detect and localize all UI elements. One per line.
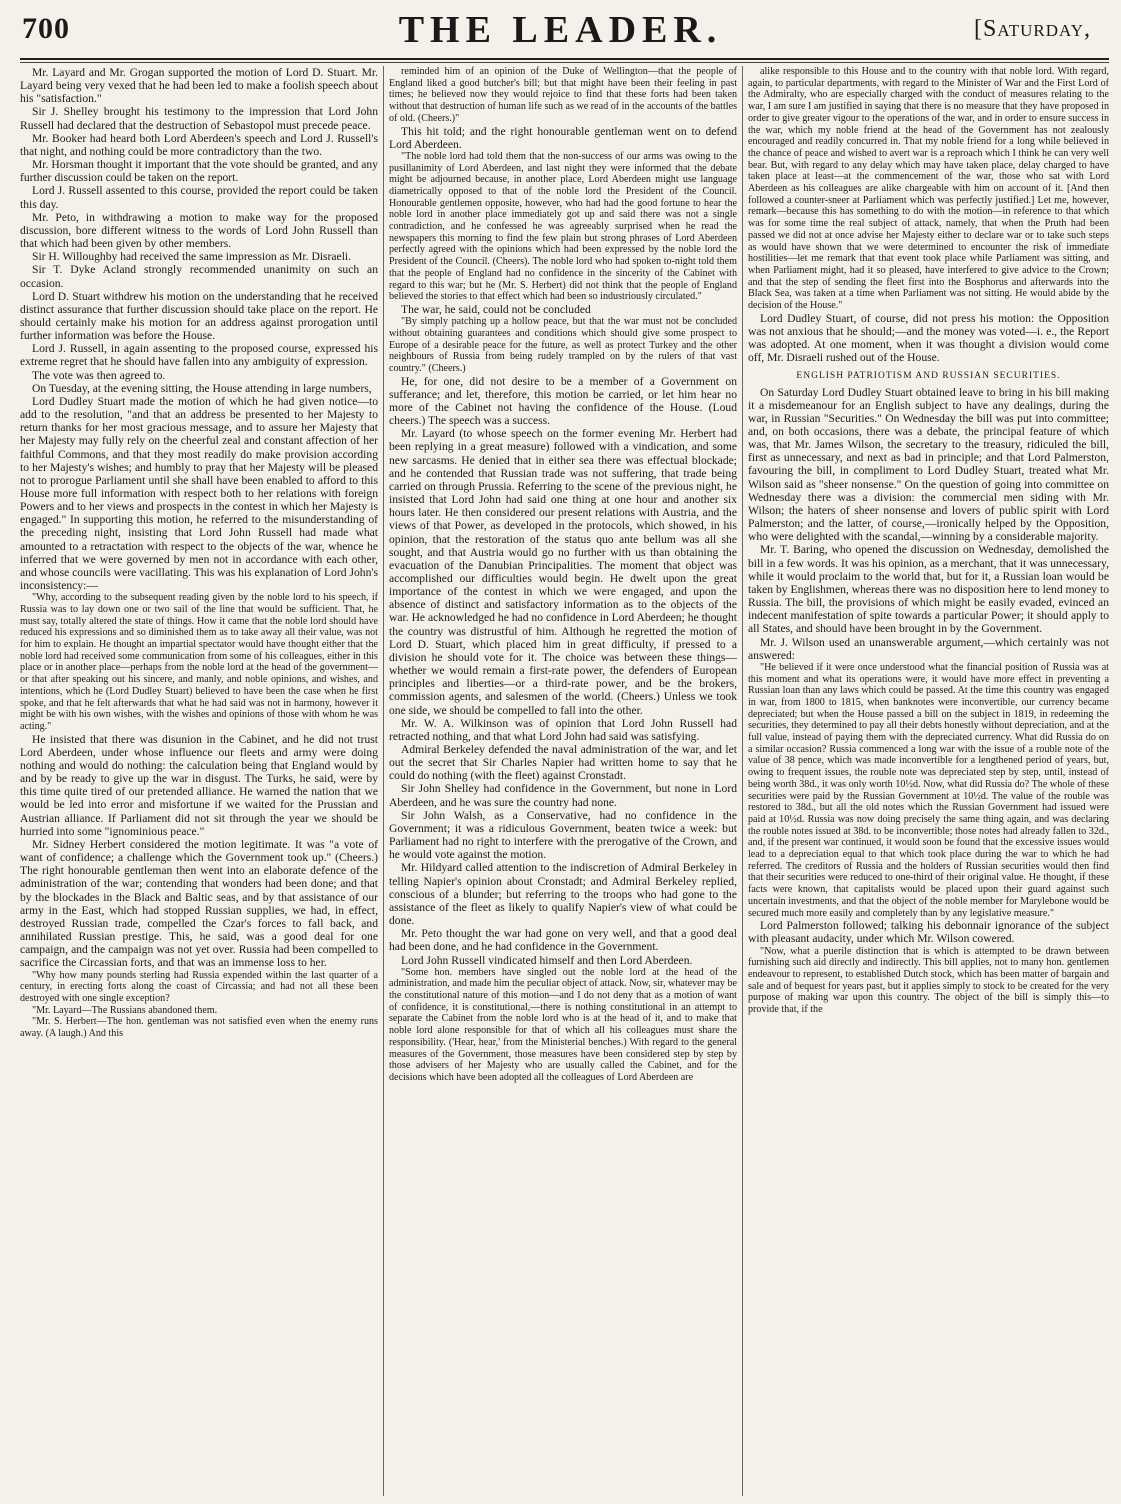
article-paragraph: He insisted that there was disunion in the Cabinet, and he did not trust Lord Aberdeen, under whose influence our fleets and army were doing nothing and would do nothing: the calculation being that England would by and by be ready to give up the war in disgust. The Turks, he said, were by this time quite tired of our pretended alliance. He warned the nation that we would be led into error and misfortune if we waited for the Prussian and Austrian alliance. If Parliament did not sit through the year we should be hurried into some "ignominious peace." <box>20 732 378 838</box>
article-paragraph: Mr. Booker had heard both Lord Aberdeen's speech and Lord J. Russell's that night, and nothing could be more contradictory than the two. <box>20 131 378 158</box>
header-rule-thin <box>20 62 1109 63</box>
article-paragraph: Lord J. Russell assented to this course, provided the report could be taken this day. <box>20 184 378 211</box>
article-paragraph: alike responsible to this House and to the country with that noble lord. With regard, again, to particular departments, with regard to the Minister of War and the First Lord of the Admiralty, who are especially charged with the conduct of measures relating to the war, I am sure I am justified in saying that there is no measure that they have proposed in order to give greater vigour to the operations of the war, and in order to ensure success in the war, which my noble friend at the head of the Government has not zealously encouraged and readily concurred in. That my noble friend for a long while believed in the chance of peace and wished to avert war is a reproach which I think he can very well bear. But, with regard to any delay which may have taken place, delay charged to have taken place at least—at the commencement of the war, those who sat with Lord Aberdeen as his colleagues are alike chargeable with him on account of it. [And then followed a counter-sneer at Parliament which was perfectly justified.] Let me, however, remark—because this has something to do with the motion—in reference to that which was for some time the real subject of attack, namely, that when the Pruth had been passed we did not at once advise her Majesty either to declare war or to take such steps as would have shown that we were determined to encounter the risk of immediate hostilities—let me remark that that event took place while Parliament was sitting, and when Parliament might, had it so pleased, have interfered to give advice to the Crown; and that the step of sending the fleet first into the Bosphorus and afterwards into the Black Sea, was taken at a time when Parliament was not sitting. He would abide by the decision of the House." <box>748 66 1109 312</box>
article-paragraph: This hit told; and the right honourable gentleman went on to defend Lord Aberdeen. <box>389 124 737 151</box>
article-paragraph: Mr. Peto thought the war had gone on very well, and that a good deal had been done, and he had confidence in the Government. <box>389 927 737 954</box>
article-paragraph: Mr. T. Baring, who opened the discussion on Wednesday, demolished the bill in a few words. It was his opinion, as a merchant, that it was unnecessary, while it would proclaim to the world that, but for it, a Russian loan would be taken by Englishmen, whereas there was no disposition here to lend money to Russia. The bill, the provisions of which might be easily evaded, evinced an indecent manifestation of spite towards a particular Power; it should apply to all States, and should have been brought in by the Government. <box>748 543 1109 636</box>
section-subhead: ENGLISH PATRIOTISM AND RUSSIAN SECURITIES. <box>796 371 1061 382</box>
article-paragraph: On Saturday Lord Dudley Stuart obtained leave to bring in his bill making it a misdemeanour for an English subject to have any dealings, during the war, in Russian "Securities." On Wednesday the bill was put into committee; and, on both occasions, there was a debate, the principal feature of which was, that Mr. James Wilson, the secretary to the treasury, ridiculed the bill, first as unnecessary, and next as bad in principle; and that Lord Palmerston, favouring the bill, in compliment to Lord Dudley Stuart, treated what Mr. Wilson said as "sheer nonsense." On the question of going into committee on Wednesday there was a division: the commercial men siding with Mr. Wilson; the haters of sheer nonsense and lovers of public spirit with Lord Palmerston; and the latter, of course,—ironically helped by the Opposition, who were delighted with the scandal,—winning by a considerable majority. <box>748 385 1109 544</box>
column-2 <box>389 66 737 1500</box>
article-paragraph: "Mr. S. Herbert—The hon. gentleman was not satisfied even when the enemy runs away. (A laugh.) And this <box>20 1016 378 1040</box>
article-paragraph: Mr. Sidney Herbert considered the motion legitimate. It was "a vote of want of confidence; a challenge which the Government took up." (Cheers.) The right honourable gentleman then went into an elaborate defence of the administration of the war; contending that wonders had been done; and that by the blockades in the Black and Baltic seas, and by that assistance of our army in the East, which had stopped Russian supplies, we had, in effect, destroyed Russian trade, compelled the Czar's forces to fall back, and annihilated Russian prestige. This, he said, was a good deal for one campaign, and the campaign was not yet over. Russia had been compelled to sacrifice the Circassian forts, and that was an immense loss to her. <box>20 837 378 970</box>
column-1 <box>20 66 378 1500</box>
article-paragraph: Admiral Berkeley defended the naval administration of the war, and let out the secret that Sir Charles Napier had written home to say that he could do nothing (with the fleet) against Cronstadt. <box>389 743 737 783</box>
article-paragraph: Lord John Russell vindicated himself and then Lord Aberdeen. <box>401 953 693 967</box>
article-paragraph: Lord Dudley Stuart, of course, did not press his motion: the Opposition was not anxious that he should;—and the money was voted—i. e., the Report was adopted. At one moment, when it was thought a division would come off, Mr. Disraeli rushed out of the House. <box>748 311 1109 365</box>
article-paragraph: reminded him of an opinion of the Duke of Wellington—that the people of England liked a good butcher's bill; but that might have been their feeling in past times; he believed now they would rejoice to find that these forts had been taken without that destruction of human life such as we read of in the accounts of the battles of old. (Cheers.)" <box>389 66 737 124</box>
article-paragraph: The vote was then agreed to. <box>32 368 166 382</box>
article-columns <box>20 66 1109 1500</box>
article-paragraph: Lord D. Stuart withdrew his motion on the understanding that he received distinct assurance that further discussion should take place on the report. He should certainly make his motion for an address against prorogation until further information was before the House. <box>20 289 378 343</box>
article-paragraph: Mr. Hildyard called attention to the indiscretion of Admiral Berkeley in telling Napier's opinion about Cronstadt; and Admiral Berkeley replied, conscious of a blunder; but referring to the troops who had gone to the assistance of the fleet as likely to qualify Napier's view of what could be done. <box>389 861 737 928</box>
page-number: 700 <box>22 12 70 45</box>
column-3 <box>748 66 1109 1500</box>
article-paragraph: "Now, what a puerile distinction that is which is attempted to be drawn between furnishing such aid directly and indirectly. This bill applies, not to many hon. gentlemen endeavour to represent, to established Dutch stock, which has been matter of bargain and sale and of bequest for years past, but it applies simply to stock to be created for the very purpose of making war upon this country. The object of the bill is simply this—to provide that, if the <box>748 945 1109 1016</box>
article-paragraph: "Mr. Layard—The Russians abandoned them. <box>32 1004 218 1016</box>
page-header <box>0 0 1121 60</box>
article-paragraph: Mr. Horsman thought it important that the vote should be granted, and any further discussion could be taken on the report. <box>20 158 378 185</box>
article-paragraph: "By simply patching up a hollow peace, but that the war must not be concluded without obtaining guarantees and conditions which should give some prospect to Europe of a desirable peace for the future, as well as protect Turkey and the other neighbours of Russia from being rudely trampled on by the rulers of that vast country." (Cheers.) <box>389 316 737 374</box>
header-rule <box>20 58 1109 60</box>
article-paragraph: Mr. Peto, in withdrawing a motion to make way for the proposed discussion, bore different witness to the words of Lord John Russell than that which had been given by other members. <box>20 210 378 251</box>
article-paragraph: "The noble lord had told them that the non-success of our arms was owing to the pusillanimity of Lord Aberdeen, and last night they were informed that the debate might be adjourned because, in another place, Lord Aberdeen might use language diametrically opposed to that of the noble lord the President of the Council. Honourable gentlemen opposite, however, who had had the good fortune to hear the noble lord in another place immediately got up and said there was not a single contradiction, and he confessed he was agreeably surprised when he read the newspapers this morning to find the few plain but strong phrases of Lord Aberdeen perfectly agreed with the opinions which had been expressed by the noble lord the President of the Council. (Cheers). The noble lord who had spoken to-night told them that the people of England had no confidence in the sincerity of the Cabinet with regard to this war; but he (Mr. S. Herbert) did not think that the people of England believed the stories to that effect which had been so industriously circulated." <box>389 150 737 303</box>
article-paragraph: Sir John Shelley had confidence in the Government, but none in Lord Aberdeen, and he was sure the country had none. <box>389 782 737 809</box>
article-paragraph: "Some hon. members have singled out the noble lord at the head of the administration, and made him the peculiar object of attack. Now, sir, whatever may be the constitutional nature of this motion—and I do not deny that as a motion of want of confidence, it is constitutional,—there is nothing constitutional in an attempt to separate the Cabinet from the noble lord who is at the head of it, and to make that noble lord alone responsible for that of which all his colleagues must share the responsibility. ('Hear, hear,' from the Ministerial benches.) With regard to the general measures of the Government, those measures have been considered step by step by those advisers of her Majesty who are usually called the Cabinet, and for the decisions which have been adopted all the colleagues of Lord Aberdeen are <box>389 966 737 1083</box>
article-paragraph: The war, he said, could not be concluded <box>401 302 591 316</box>
article-paragraph: Lord Dudley Stuart made the motion of which he had given notice—to add to the resolution, "and that an address be presented to her Majesty to return thanks for her most gracious message, and to assure her Majesty that her Majesty may fully rely on the cheerful zeal and constant affection of her faithful Commons, and that they most readily do make provision according to her Majesty's wishes; and humbly to pray that her Majesty will be pleased not to prorogue Parliament until she shall have been enabled to afford to this House more full information with respect both to her relations with foreign Powers and to her views and prospects in the contest in which her Majesty is engaged." In supporting this motion, he referred to the misunderstanding of the preceding night, insisting that Lord John Russell had made what amounted to a retractation with respect to the objects of the war, whence he inferred that we were governed by men not in accordance with each other, and whose councils were vacillating. This was his explanation of Lord John's inconsistency:— <box>20 394 378 593</box>
issue-day-label: [Saturday, <box>973 16 1091 42</box>
article-paragraph: On Tuesday, at the evening sitting, the House attending in large numbers, <box>32 381 372 395</box>
article-paragraph: Lord Palmerston followed; talking his debonnair ignorance of the subject with pleasant audacity, under which Mr. Wilson cowered. <box>748 919 1109 946</box>
article-paragraph: Mr. Layard and Mr. Grogan supported the motion of Lord D. Stuart. Mr. Layard being very vexed that he had been led to make a foolish speech about his "satisfaction." <box>20 66 378 106</box>
article-paragraph: "Why how many pounds sterling had Russia expended within the last quarter of a century, in erecting forts along the coast of Circassia; and had not all these been destroyed with one single exception? <box>20 969 378 1004</box>
article-paragraph: "Why, according to the subsequent reading given by the noble lord to his speech, if Russia was to lay down one or two sail of the line that would be sufficient. That, he must say, totally altered the state of things. How it came that the noble lord should have reduced his expressions and so diminished them as to take away all their value, was not for him to explain. He thought an impartial spectator would have thought either that the noble lord had received some communication from some of his colleagues, either in this place or in another place—perhaps from the noble lord at the head of the government—or that after speaking out his sincere, and manly, and noble opinions, and wishes, and intentions, which he (Lord Dudley Stuart) believed to have been the case when he first spoke, and that he felt afterwards that what he had said was not in harmony, however it might be with his own wishes, with the wishes and opinions of those with whom he was acting." <box>20 592 378 732</box>
column-3-top <box>748 66 1109 364</box>
column-3-bottom <box>748 386 1109 1016</box>
newspaper-title: THE LEADER. <box>398 9 723 51</box>
article-paragraph: Sir J. Shelley brought his testimony to the impression that Lord John Russell had declared that the destruction of Sebastopol must precede peace. <box>20 105 378 132</box>
article-paragraph: "He believed if it were once understood what the financial position of Russia was at this moment and what its operations were, it would have more effect in preventing a Russian loan than any laws which could be passed. At the time this country was engaged in war, from 1800 to 1815, when banknotes were inconvertible, our currency became depreciated; but when the House passed a bill on the subject in 1819, in redeeming the securities, they determined to pay all their debts honestly without depreciation, and at the full value, instead of paying them with the depreciated currency. What did Russia do on a similar occasion? Russia commenced a long war with the issue of a rouble note of the value of 38 pence, which was made inconvertible for a lengthened period of years, but, owing to frequent issues, the rouble note was depreciated step by step, until, instead of being worth 38d., it was only worth 10½d. Now, what did Russia do? The whole of these securities were paid by the Russian Government at 10½d. The value of the rouble was restored to 38d., but all the old notes which the Russian Government had issued were paid at 10½d. Russia was now doing precisely the same thing again, and was declaring the rouble notes issued at 38d. to be inconvertible; those notes had already fallen to 32d., and, if the present war continued, it would soon be found that the excessive issues would lead to a depreciation equal to that which took place during the war to which he had referred. The creditors of Russia and the holders of Russian securities would then find that their securities were reduced to one-third of their original value. He thought, if these facts were known, that capitalists would be placed upon their guard against such uncertain investments, and that the object of the noble member for Marylebone would be secured much more easily and completely than by any legislative measure." <box>748 661 1109 919</box>
article-paragraph: Sir H. Willoughby had received the same impression as Mr. Disraeli. <box>32 250 352 264</box>
article-paragraph: Lord J. Russell, in again assenting to the proposed course, expressed his extreme regret that he should have fallen into any ambiguity of expression. <box>20 342 378 369</box>
article-paragraph: Sir John Walsh, as a Conservative, had no confidence in the Government; it was a ridiculous Government, beaten twice a week: but Parliament had no right to interfere with the prerogative of the Crown, and he would vote against the motion. <box>389 808 737 862</box>
article-paragraph: Mr. W. A. Wilkinson was of opinion that Lord John Russell had retracted nothing, and that what Lord John had said was satisfying. <box>389 716 737 743</box>
article-paragraph: He, for one, did not desire to be a member of a Government on sufferance; and let, therefore, this motion be carried, or let him hear no more of the Cabinet not having the confidence of the House. (Loud cheers.) The speech was a success. <box>389 374 737 428</box>
article-paragraph: Mr. J. Wilson used an unanswerable argument,—which certainly was not answered: <box>748 635 1109 662</box>
article-paragraph: Mr. Layard (to whose speech on the former evening Mr. Herbert had been replying in a great measure) followed with a vindication, and some new sarcasms. He denied that in either sea there was effectual blockade; and he contended that Russian trade was not suffering, that trade being carried on through Prussia. Referring to the scene of the previous night, he insisted that Lord John had said one thing at one hour and another six hours later. He then considered our present relations with Austria, and the views of that Power, as developed in the protocols, which showed, in his opinion, that the restoration of the status quo ante bellum was all she sought, and that Austria would go no further with us than obtaining the evacuation of the Danubian Principalities. The moment that object was accomplished our difficulties would begin. He dwelt upon the great importance of the contest in which we were engaged, and upon the absence of distinct and satisfactory information as to the objects of the war. He acknowledged he had no confidence in Lord Aberdeen; he thought the country was distrustful of him. Although he regretted the motion of Lord D. Stuart, which placed him in great difficulty, if pressed to a division he should vote for it. The choice was between these things—whether we would remain a first-rate power, the defenders of European principles and liberties—or a third-rate power, and be the brokers, commission agents, and salesmen of the world. (Cheers.) Unless we took one side, we should be compelled to fall into the other. <box>389 427 737 717</box>
article-paragraph: Sir T. Dyke Acland strongly recommended unanimity on such an occasion. <box>20 263 378 290</box>
